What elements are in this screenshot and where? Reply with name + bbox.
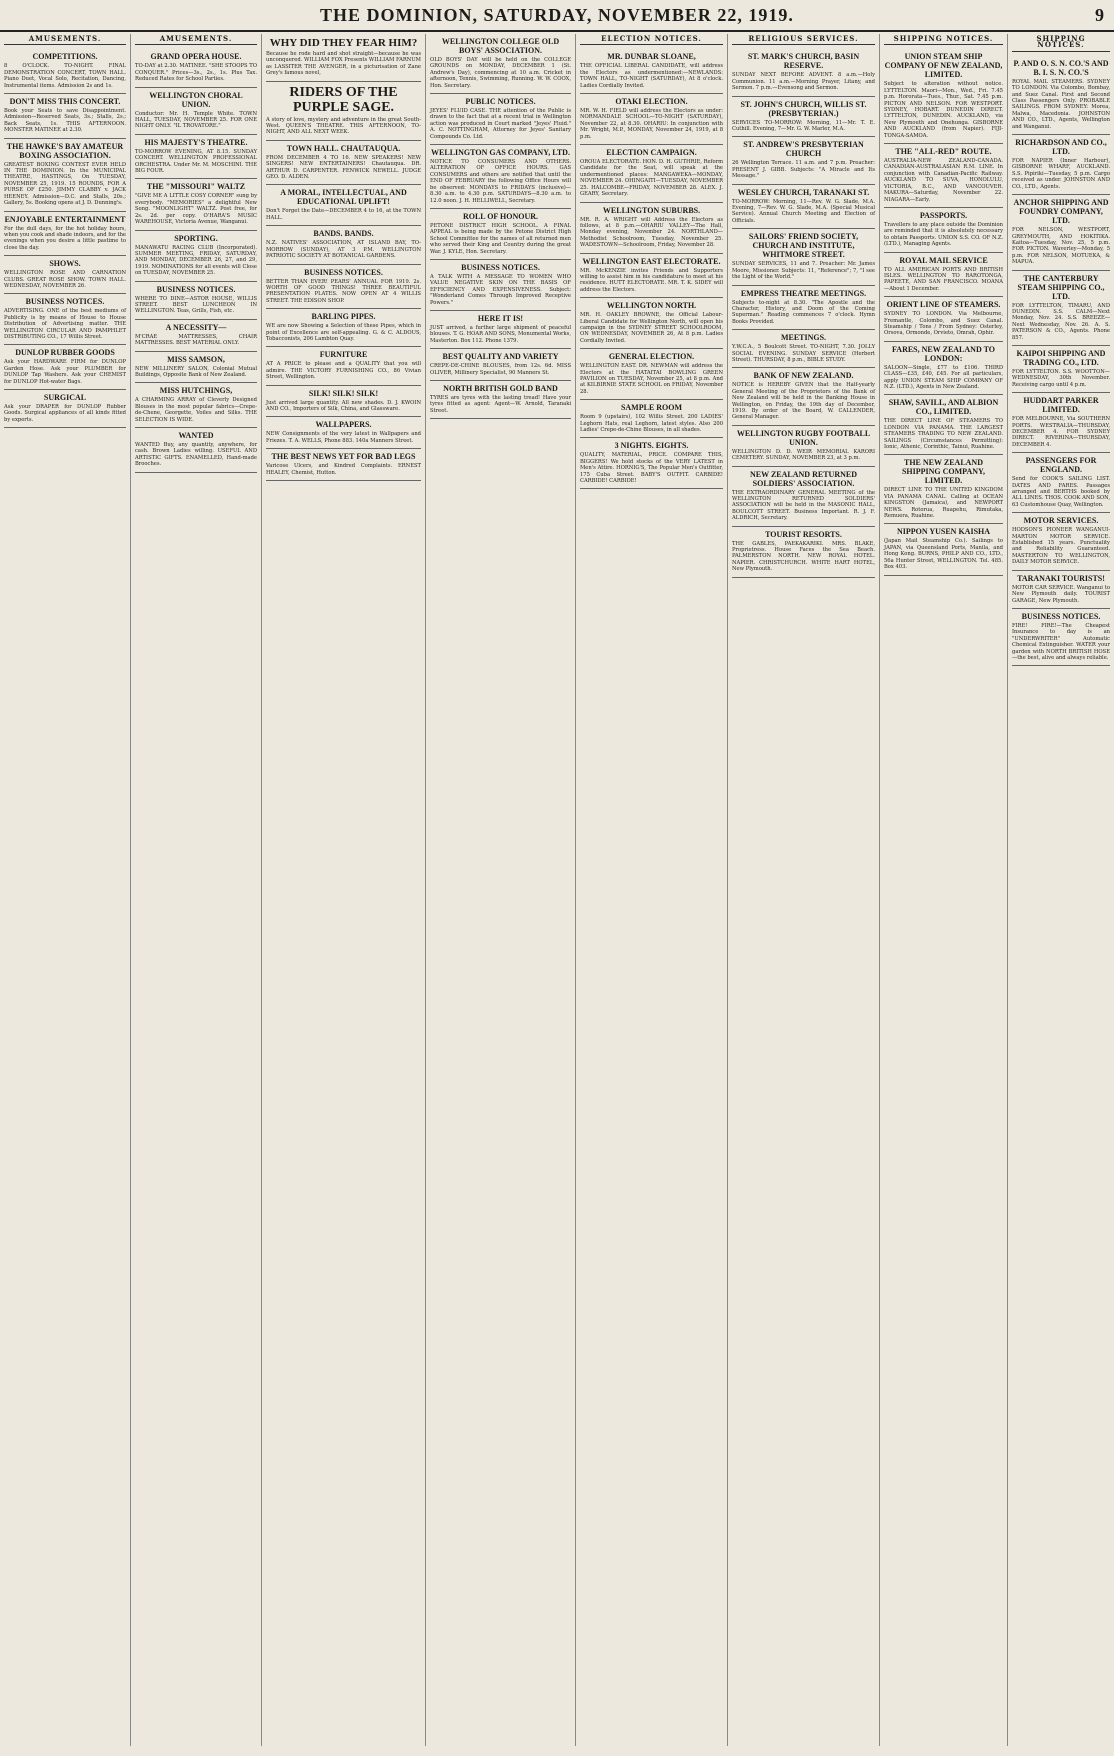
ad-body: ROYAL MAIL STEAMERS. SYDNEY TO LONDON. Via Colombo, Bombay, and Suez Canal. First and Second Class Passengers Only. PROBABLE SAILINGS. FROM SYDNEY: Morea, Malwa, Macedonia. JOHNSTON AND CO., LTD., Agents, Wellington and Wanganui. [1012, 78, 1110, 130]
ad-headline: WALLPAPERS. [315, 420, 372, 430]
ad-body: JEYES' FLUID CASE. THE attention of the Public is drawn to the fact that at a recent trial in Wellington action was produced in Court marked "Jeyes' Fluid." A. C. NOTTINGHAM, Attorney for Jeyes' Sanitary Compounds Co. Ltd. [430, 108, 571, 140]
ad-body: Ask your DRAPER for DUNLOP Rubber Goods. Surgical appliances of all kinds fitted by experts. [4, 404, 126, 423]
ad-body: Room 9 (upstairs), 102 Willis Street. 200 LADIES' Leghorn Hats, real Leghorn, latest styles. Also 200 Ladies' Crepe-de-Chine Blouses, in all shades. [580, 414, 723, 434]
ad-body: Book your Seats to save Disappointment. Admission—Reserved Seats, 3s.; Stalls, 2s.; Back Seats, 1s. THIS AFTERNOON. MONSTER MATINEE at 2.30. [4, 108, 126, 134]
ad-body: THE DIRECT LINE OF STEAMERS TO LONDON VIA PANAMA. THE LARGEST STEAMERS TRADING TO NEW ZEALAND. SAILINGS (Circumstances Permitting): Ionic, Athenic, Corinthic, Tainui, Ruahine. [884, 418, 1003, 451]
ad-headline: THE "MISSOURI" WALTZ [146, 182, 246, 192]
advertisement [266, 417, 421, 449]
advertisement [4, 256, 126, 294]
advertisement [884, 208, 1003, 253]
ad-headline: MR. DUNBAR SLOANE, [607, 52, 696, 62]
ad-body: CREPE-DE-CHINE BLOUSES, from 12s. 6d. MISS OLIVER, Millinery Specialist, 90 Manners St. [430, 363, 571, 376]
ad-headline: TARANAKI TOURISTS! [1017, 573, 1105, 583]
advertisement [580, 349, 723, 400]
ad-body: A TALK WITH A MESSAGE TO WOMEN WHO VALUE NEGATIVE SKIN ON THE BASIS OF EFFICIENCY AND EXPENSIVENESS. Subject: "Wonderland Comes Through Improved Receptive Powers." [430, 273, 571, 306]
ad-headline: DUNLOP RUBBER GOODS [15, 348, 115, 358]
column-4 [426, 34, 576, 1746]
advertisement [1012, 135, 1110, 195]
ad-body: Y.W.C.A., 5 Boulcott Street. TO-NIGHT, 7.30. JOLLY SOCIAL EVENING. SUNDAY SERVICE (Herbert Street). THURSDAY, 8 p.m., BIBLE STUDY. [732, 344, 875, 363]
advertisement [266, 141, 421, 186]
advertisement [1012, 571, 1110, 609]
advertisement [430, 349, 571, 381]
ad-headline: BEST QUALITY AND VARIETY [442, 352, 559, 362]
ad-headline: UNION STEAM SHIP COMPANY OF NEW ZEALAND, LIMITED. [884, 52, 1003, 80]
advertisement [884, 395, 1003, 455]
ad-headline: WELLINGTON NORTH. [606, 301, 697, 311]
advertisement [266, 265, 421, 310]
ad-body: FOR NAPIER (Inner Harbour), GISBORNE WHARF, AUCKLAND. S.S. Pipiriki—Tuesday, 5 p.m. Cargo received as under. JOHNSTON AND CO., LTD., Agents. [1012, 158, 1110, 190]
column-heading: SHIPPING NOTICES. [1012, 36, 1110, 52]
ad-body: BETTER THAN EVER! PEARS' ANNUAL FOR 1919. 2s. WORTH OF GOOD THINGS! THREE BEAUTIFUL PRESENTATION PLATES. NOW OPEN AT 4 WILLIS STREET. THE EDISON SHOP. [266, 278, 421, 304]
ad-headline: ST. MARK'S CHURCH, BASIN RESERVE. [747, 52, 860, 71]
ad-body: THE GABLES, PAEKAKARIKI. MRS. BLAKE, Proprietress. House Faces the Sea Beach. PALMERSTON NORTH. NEW ROYAL HOTEL. NAPIER. CHRISTCHURCH. WHITE HART HOTEL, New Plymouth. [732, 540, 875, 573]
ad-headline: COMPETITIONS. [32, 52, 98, 62]
advertisement [580, 298, 723, 349]
column-1 [0, 34, 131, 1746]
advertisement [1012, 393, 1110, 453]
advertisement [1012, 346, 1110, 393]
ad-headline: ST. ANDREW'S PRESBYTERIAN CHURCH [743, 140, 864, 159]
ad-headline: THE BEST NEWS YET FOR BAD LEGS [271, 452, 416, 462]
ad-body: NOTICE is HEREBY GIVEN that the Half-yearly General Meeting of the Proprietors of the Bank of New Zealand will be held in the Banking House in Wellington, on Friday, the 19th day of December, 1919. By order of the Board, W. CALLENDER, General Manager. [732, 382, 875, 421]
advertisement [1012, 513, 1110, 570]
advertisement [4, 139, 126, 212]
advertisement [266, 226, 421, 264]
advertisement [266, 82, 421, 141]
ad-body: MANAWATU RACING CLUB (Incorporated). SUMMER MEETING, FRIDAY, SATURDAY, AND MONDAY, DECEMBER 26, 27, and 29, 1919. NOMINATIONS for all events will Close on TUESDAY, NOVEMBER 25. [135, 244, 257, 277]
ad-headline: P. AND O. S. N. CO.'S AND B. I. S. N. CO.'S [1013, 58, 1109, 77]
advertisement [580, 400, 723, 438]
advertisement [266, 185, 421, 226]
advertisement [580, 94, 723, 145]
ad-headline: MISS SAMSON, [167, 354, 225, 364]
ad-headline: TOURIST RESORTS. [765, 529, 842, 539]
advertisement [430, 260, 571, 311]
ad-body: SUNDAY NEXT BEFORE ADVENT. 8 a.m.—Holy Communion. 11 a.m.—Morning Prayer, Litany, and Sermon. 7 p.m.—Evensong and Sermon. [732, 72, 875, 92]
advertisement [430, 145, 571, 209]
ad-headline: FARES, NEW ZEALAND TO LONDON: [892, 344, 995, 363]
advertisement [430, 94, 571, 145]
ad-body: A CHARMING ARRAY of Cleverly Designed Blouses in the most popular fabrics—Crepe-de-Chene, Georgette, Voiles and Silks. THE SELECTION IS WIDE. [135, 397, 257, 423]
ad-headline: FURNITURE [319, 350, 368, 360]
ad-headline: ROLL OF HONOUR. [462, 211, 539, 221]
advertisement [884, 253, 1003, 298]
ad-headline: BUSINESS NOTICES. [25, 297, 105, 307]
ad-headline: HERE IT IS! [477, 313, 524, 323]
advertisement [580, 145, 723, 202]
ad-body: SERVICES TO-MORROW: Morning, 11—Mr. T. E. Cuthill. Evening, 7—Mr. G. W. Marler, M.A. [732, 119, 875, 133]
ad-body: Varicose Ulcers, and Kindred Complaints. ERNEST HEALEY, Chemist, Hutton. [266, 463, 421, 476]
advertisement [266, 386, 421, 418]
ad-headline: WELLINGTON RUGBY FOOTBALL UNION. [736, 428, 871, 447]
advertisement [732, 368, 875, 425]
ad-body: WELLINGTON D. D. WEIR MEMORIAL KARORI CEMETERY. SUNDAY, NOVEMBER 23, at 3 p.m. [732, 448, 875, 462]
advertisement [732, 467, 875, 527]
ad-headline: BANK OF NEW ZEALAND. [753, 371, 854, 381]
advertisement [135, 428, 257, 473]
advertisement [135, 49, 257, 87]
ad-body: TO-DAY at 2.30. MATINEE. "SHE STOOPS TO CONQUER." Prices—3s., 2s., 1s. Plus Tax. Reduced Rates for School Parties. [135, 63, 257, 83]
ad-body: WELLINGTON ROSE AND CARNATION CLUBS. GREAT ROSE SHOW. TOWN HALL. WEDNESDAY, NOVEMBER 26. [4, 270, 126, 289]
ad-headline: WELLINGTON GAS COMPANY, LTD. [431, 148, 570, 158]
ad-headline: WHY DID THEY FEAR HIM? [269, 37, 418, 49]
ad-headline: THE HAWKE'S BAY AMATEUR BOXING ASSOCIATION. [6, 141, 124, 160]
advertisement [1012, 609, 1110, 666]
ad-body: WHERE TO DINE—ASTOR HOUSE, WILLIS STREET. BEST LUNCHEON IN WELLINGTON. Teas, Grills, Fish, etc. [135, 295, 257, 315]
ad-body: SUNDAY SERVICES, 11 and 7. Preacher: Mr. James Moore, Missioner. Subjects: 11, "Reference"; 7, "I see the Light of the World." [732, 261, 875, 281]
advertisement [4, 212, 126, 257]
column-heading: ELECTION NOTICES. [580, 36, 723, 45]
ad-headline: SHAW, SAVILL, AND ALBION CO., LIMITED. [888, 398, 999, 417]
ad-headline: OTAKI ELECTION. [615, 97, 688, 107]
column-7 [880, 34, 1008, 1746]
ad-body: Travellers to any place outside the Dominion are reminded that it is absolutely necessary to obtain Passports. UNION S.S. CO. OF N.Z. (LTD.), Managing Agents. [884, 221, 1003, 248]
ad-headline: SURGICAL [43, 393, 87, 402]
ad-body: NOTICE TO CONSUMERS AND OTHERS. ALTERATION OF OFFICE HOURS. GAS CONSUMERS and others are notified that until the END OF FEBRUARY the following Office Hours will be observed: MONDAYS to FRIDAYS (inclusive)—8.30 a.m. to 4.30 p.m. SATURDAYS—8.30 a.m. to 12.0 noon. J. H. HELLIWELL, Secretary. [430, 159, 571, 204]
ad-headline: PUBLIC NOTICES. [465, 97, 536, 107]
ad-headline: ENJOYABLE ENTERTAINMENT [4, 214, 126, 224]
column-heading: AMUSEMENTS. [135, 36, 257, 45]
advertisement [580, 203, 723, 254]
ad-headline: WELLINGTON EAST ELECTORATE. [582, 256, 721, 266]
ad-body: Send for COOK'S SAILING LIST. DATES AND FARES. Passages arranged and BERTHS booked by ALL LINES. THOS. COOK AND SON, 63 Customhouse Quay, Wellington. [1012, 476, 1110, 508]
ad-body: 26 Wellington Terrace. 11 a.m. and 7 p.m. Preacher: PRESENT J. GIBB. Subjects: "A Miracle and Its Message." [732, 160, 875, 180]
advertisement [884, 297, 1003, 342]
ad-body: MOTOR CAR SERVICE. Wanganui to New Plymouth daily. TOURIST GARAGE, New Plymouth. [1012, 584, 1110, 604]
advertisement [266, 449, 421, 481]
masthead-title: THE DOMINION, SATURDAY, NOVEMBER 22, 1919. [320, 5, 794, 25]
ad-body: OROUA ELECTORATE. HON. D. H. GUTHRIE, Reform Candidate for the Seat, will speak at the undermentioned places: MANGAWEKA—MONDAY, NOVEMBER 24. OHINGAITI—TUESDAY, NOVEMBER 25. HALCOMBE—FRIDAY, NOVEMBER 28. ALEX. J. GEARY, Secretary. [580, 159, 723, 198]
ad-body: ADVERTISING. ONE of the best mediums of Publicity is by means of House to House Distribution of Advertising matter. THE WELLINGTON CIRCULAR AND PAMPHLET DISTRIBUTING CO., 17 Willis Street. [4, 308, 126, 340]
ad-body: M'CRAE MATTRESSES, CHAIR MATTRESSES. BEST MATERIAL ONLY. [135, 333, 257, 347]
ad-body: NEW Consignments of the very latest in Wallpapers and Friezes. T. A. WELLS, Phone 883. 140a Manners Street. [266, 431, 421, 444]
ad-headline: BUSINESS NOTICES. [1021, 611, 1101, 621]
advertisement [732, 49, 875, 96]
ad-body: AT A PRICE to please and a QUALITY that you will admire. THE VICTORY FURNISHING CO., 86 Vivian Street, Wellington. [266, 361, 421, 381]
advertisement [135, 88, 257, 135]
ad-body: NEW MILLINERY SALON, Colonial Mutual Buildings, Opposite Bank of New Zealand. [135, 365, 257, 378]
advertisement [135, 231, 257, 282]
ad-body: JUST arrived, a further large shipment of peaceful blouses. T. G. HOAR AND SONS, Monumental Works, Masterton. Box 112. Phone 1379. [430, 324, 571, 344]
advertisement [4, 94, 126, 139]
ad-headline: MOTOR SERVICES. [1023, 516, 1099, 526]
ad-headline: ST. JOHN'S CHURCH, WILLIS ST. (PRESBYTERIAN.) [740, 99, 867, 118]
ad-body: TO-MORROW EVENING, AT 8.15. SUNDAY CONCERT. WELLINGTON PROFESSIONAL ORCHESTRA. Under Mr. M. MOSCHINI. THE BIG FOUR. [135, 148, 257, 175]
ad-headline: PASSPORTS. [919, 210, 968, 220]
ad-headline: KAIPOI SHIPPING AND TRADING CO., LTD. [1016, 348, 1106, 367]
column-2 [131, 34, 262, 1746]
advertisement [580, 49, 723, 94]
advertisement [135, 135, 257, 180]
advertisement [430, 34, 571, 94]
ad-headline: SHOWS. [49, 259, 81, 269]
ad-body: WELLINGTON EAST. DR. NEWMAN will address the Electors at the HATAITAI BOWLING GREEN PAVILION on TUESDAY, November 25, at 8 p.m. And at KILBIRNIE STATE SCHOOL on FRIDAY, November 28. [580, 363, 723, 395]
ad-body: THE EXTRAORDINARY GENERAL MEETING of the WELLINGTON RETURNED SOLDIERS' ASSOCIATION will be held in the MASONIC HALL, BOULCOTT STREET. Business Important. R. J. F. ALDRICH, Secretary. [732, 489, 875, 522]
ad-headline: HIS MAJESTY'S THEATRE. [144, 137, 248, 147]
ad-headline: RIDERS OF THE PURPLE SAGE. [289, 84, 398, 115]
advertisement [430, 311, 571, 349]
ad-body: FOR LYTTELTON. S.S. WOOTTON—WEDNESDAY, 30th November. Receiving cargo until 4 p.m. [1012, 368, 1110, 388]
ad-headline: 3 NIGHTS. EIGHTS. [614, 441, 689, 451]
ad-headline: WELLINGTON SUBURBS. [602, 205, 701, 215]
ad-headline: BUSINESS NOTICES. [304, 267, 383, 277]
ad-body: FIRE! FIRE!—The Cheapest Insurance to day is an "UNDERWRITER" Automatic Chemical Extinguisher. WATER your garden with NORTH BRITISH HOSE—the best, alive and always reliable. [1012, 622, 1110, 661]
ad-body: FROM DECEMBER 4 TO 16. NEW SPEAKERS! NEW SINGERS! NEW ENTERTAINERS! Chautauqua. DR. ARTHUR D. CARPENTER. FENWICK NEWELL. JUDGE GEO. D. ALDEN. [266, 154, 421, 181]
ad-headline: GENERAL ELECTION. [608, 352, 695, 362]
advertisement [732, 426, 875, 467]
ad-headline: SPORTING. [174, 233, 218, 243]
ad-body: WANTED Buy, any quantity, anywhere, for cash. Brown Ladies willing. USEFUL AND ARTISTIC GIFTS. ENAMELLED, Hand-made Brooches. [135, 442, 257, 468]
ad-body: Just arrived large quantity. All new shades. D. J. KWOIN AND CO., Importers of Silk, China, and Glassware. [266, 399, 421, 412]
advertisement [430, 209, 571, 260]
ad-body: QUALITY, MATERIAL, PRICE. COMPARE THIS, BIGGERS! We hold stocks of the VERY LATEST in Men's Attire. HORNIG'S, The Popular Men's Outfitter, 175 Cuba Street. BABY'S OUTFIT. CARBIDE! CARBIDE! CARBIDE! [580, 452, 723, 485]
ad-body: For the dull days, for the hot holiday hours, when you cook and shade indoors, and for the evenings when you desire a little pastime to close the day. [4, 225, 126, 251]
ad-headline: NIPPON YUSEN KAISHA [896, 527, 991, 537]
ad-headline: WELLINGTON CHORAL UNION. [149, 90, 243, 109]
ad-body: HODSON'S PIONEER WANGANUI-MARTON MOTOR SERVICE. Established 15 years. Punctuality and Reliability Guaranteed. MASTERTON TO WELLINGTON, DAILY MOTOR SERVICE. [1012, 527, 1110, 566]
ad-body: WE are now Showing a Selection of these Pipes, which in point of Excellence are self-appealing. G. & C. ALDOUS, Tobacconists, 206 Lambton Quay. [266, 323, 421, 342]
ad-headline: THE NEW ZEALAND SHIPPING COMPANY, LIMITED. [901, 458, 986, 486]
advertisement [884, 144, 1003, 208]
advertisement [4, 49, 126, 94]
ad-body: 8 O'CLOCK. TO-NIGHT. FINAL DEMONSTRATION CONCERT, TOWN HALL. Piano Duet, Vocal Solo, Recitation, Dancing, Instrumental items. Admission 2s and 1s. [4, 63, 126, 89]
advertisement [884, 524, 1003, 575]
advertisement [4, 345, 126, 390]
ad-body: FOR MELBOURNE, Via SOUTHERN PORTS. WESTRALIA—THURSDAY, DECEMBER 4. FOR SYDNEY DIRECT. RIVERINA—THURSDAY, DECEMBER 4. [1012, 416, 1110, 448]
advertisement [580, 438, 723, 489]
ad-headline: TOWN HALL. CHAUTAUQUA. [286, 143, 401, 153]
advertisement [884, 49, 1003, 144]
ad-headline: WESLEY CHURCH, TARANAKI ST. [737, 187, 870, 197]
ad-body: THE OFFICIAL LIBERAL CANDIDATE, will address the Electors as undermentioned:—NEWLANDS: TOWN HALL, TO-NIGHT (SATURDAY), At 8 o'clock. Ladies Cordially Invited. [580, 63, 723, 89]
ad-headline: RICHARDSON AND CO., LTD. [1015, 138, 1107, 157]
ad-body: Don't Forget the Date—DECEMBER 4 to 16, at the TOWN HALL. [266, 208, 421, 221]
advertisement [732, 137, 875, 184]
ad-body: Ask your HARDWARE FIRM for DUNLOP Garden Hose. Ask your PLUMBER for DUNLOP Tap Washers. Ask your CHEMIST for DUNLOP Hot-water Bags. [4, 359, 126, 385]
advertisement [732, 527, 875, 578]
ad-headline: BARLING PIPES. [311, 312, 376, 322]
ad-body: SALOON—Single, £77 to £106. THIRD CLASS—£35, £40, £45. For all particulars, apply UNION STEAM SHIP COMPANY OF N.Z. (LTD.), Agents in New Zealand. [884, 364, 1003, 390]
ad-body: TO ALL AMERICAN PORTS AND BRITISH ISLES. WELLINGTON TO RAROTONGA, PAPEETE, AND SAN FRANCISCO. MOANA—About 1 December. [884, 266, 1003, 292]
page-number: 9 [1095, 5, 1104, 25]
advertisement [135, 320, 257, 352]
ad-body: (Japan Mail Steamship Co.). Sailings to JAPAN, via Queensland Ports, Manila, and Hong Kong. BURNS, PHILP AND CO., LTD., 56a Hunter Street, WELLINGTON. Tel. 485. Box 403. [884, 538, 1003, 571]
ad-body: GREATEST BOXING CONTEST EVER HELD IN THE DOMINION. In the MUNICIPAL THEATRE, HASTINGS, On TUESDAY, NOVEMBER 25, 1919. 15 ROUNDS, FOR A PURSE OF £250. JIMMY CLABBY v. JACK HEENEY. Admission—D.C. and Stalls, 20s.; Gallery, 5s. Booking opens at J. D. Dunning's. [4, 161, 126, 207]
ad-headline: WANTED [178, 431, 214, 440]
ad-body: TYRES are tyres with the lasting tread! Have your tyres fitted as agent: Agent—W. Arnold, Taranaki Street. [430, 395, 571, 414]
ad-headline: ELECTION CAMPAIGN. [606, 148, 697, 158]
ad-body: PETONE DISTRICT HIGH SCHOOL. A FINAL APPEAL is being made by the Petone District High School Committee for the names of all returned men who served their King and Country during the great War. J. KYLE, Hon. Secretary. [430, 222, 571, 255]
ad-headline: SILK! SILK! SILK! [308, 388, 379, 398]
ad-body: MR. H. OAKLEY BROWNE, the Official Labour-Liberal Candidate for Wellington North, will open his campaign in the SYDNEY STREET SCHOOLROOM, ON WEDNESDAY, NOVEMBER 26, At 8 p.m. Ladies Cordially Invited. [580, 312, 723, 344]
advertisement [732, 97, 875, 138]
column-5 [576, 34, 728, 1746]
column-3 [262, 34, 426, 1746]
advertisement [430, 381, 571, 419]
ad-body: DIRECT LINE TO THE UNITED KINGDOM VIA PANAMA CANAL. Calling at OCEAN KINGSTON (Jamaica), and NEWPORT NEWS. Rotorua, Ruapehu, Rimutaka, Remuera, Ruahine. [884, 487, 1003, 520]
ad-body: MR. W. H. FIELD will address the Electors as under: NORMANDALE SCHOOL—TO-NIGHT (SATURDAY), November 22, at 8.30. OHARIU: In conjunction with Mr. Wright, M.P., MONDAY, November 24, 1919, at 8 p.m. [580, 108, 723, 140]
ad-headline: ROYAL MAIL SERVICE [899, 255, 988, 265]
ad-headline: WELLINGTON COLLEGE OLD BOYS' ASSOCIATION. [441, 37, 560, 55]
ad-body: N.Z. NATIVES' ASSOCIATION, AT ISLAND BAY, TO-MORROW (SUNDAY), AT 3 P.M. WELLINGTON PATRIOTIC SOCIETY AT BOTANICAL GARDENS. [266, 240, 421, 260]
advertisement [1012, 56, 1110, 135]
column-heading: AMUSEMENTS. [4, 36, 126, 45]
ad-headline: A NECESSITY— [165, 322, 227, 332]
ad-headline: BUSINESS NOTICES. [461, 262, 540, 272]
advertisement [884, 342, 1003, 396]
ad-headline: NORTH BRITISH GOLD BAND [443, 384, 558, 393]
ad-body: Conductor: Mr. H. Temple White. TOWN HALL, TUESDAY, NOVEMBER 25. FOR ONE NIGHT ONLY. "IL TROVATORE." [135, 110, 257, 130]
ad-body: SYDNEY TO LONDON. Via Melbourne, Fremantle, Colombo, and Suez Canal. Steamship / Tons / From Sydney: Osterley, Orsova, Ormonde, Orvieto, Omrah, Ophir. [884, 311, 1003, 337]
masthead [0, 0, 1114, 32]
column-heading: SHIPPING NOTICES. [884, 36, 1003, 45]
ad-headline: SAMPLE ROOM [620, 403, 683, 413]
advertisement [732, 185, 875, 230]
ad-body: FOR NELSON, WESTPORT, GREYMOUTH, AND HOKITIKA. Kaitoa—Tuesday, Nov. 25, 5 p.m. FOR PICTON. Waverley—Monday, 5 p.m. FOR NELSON, MOTUEKA, & MAPUA. [1012, 227, 1110, 266]
advertisement [266, 309, 421, 347]
advertisement [266, 34, 421, 82]
ad-headline: A MORAL, INTELLECTUAL, AND EDUCATIONAL UPLIFT! [280, 188, 407, 207]
ad-body: Subjects to-night at 8.30. "The Apostle and the Character, History, and Doom of the Coming Superman." Reading commences 7 o'clock. Hymn Books Provided. [732, 299, 875, 325]
advertisement [4, 390, 126, 428]
ad-headline: ANCHOR SHIPPING AND FOUNDRY COMPANY, LTD. [1013, 198, 1109, 226]
advertisement [266, 347, 421, 385]
advertisement [135, 352, 257, 384]
ad-headline: MEETINGS. [780, 333, 827, 343]
ad-headline: PASSENGERS FOR ENGLAND. [1025, 456, 1097, 475]
ad-body: Because he rode hard and shot straight—because he was unconquered. WILLIAM FOX Presents WILLIAM FARNUM as LASSITER THE AVENGER, in a picturisation of Zane Grey's famous novel, [266, 51, 421, 77]
ad-body: A story of love, mystery and adventure in the great South-West. QUEEN'S THEATRE. THIS AFTERNOON, TO-NIGHT, AND ALL NEXT WEEK. [266, 116, 421, 136]
advertisement [1012, 453, 1110, 513]
ad-headline: ORIENT LINE OF STEAMERS. [886, 300, 1001, 310]
ad-body: FOR LYTTELTON, TIMARU, AND DUNEDIN. S.S. CALM—Next Monday, Nov. 24. S.S. BREEZE—Next Wednesday, Nov. 26. A. S. PATERSON & CO., Agents. Phone 857. [1012, 302, 1110, 341]
ad-body: "GIVE ME A LITTLE COSY CORNER" sung by everybody. "MEMORIES" a delightful New Song. "MOONLIGHT" WALTZ. Post free, for 2s. 2d. per copy. O'HARA'S MUSIC WAREHOUSE, Victoria Avenue, Wanganui. [135, 193, 257, 226]
advertisement [1012, 271, 1110, 346]
ad-headline: THE "ALL-RED" ROUTE. [895, 147, 992, 157]
ad-body: MR. McKENZIE invites Friends and Supporters willing to assist him in his candidature to meet at his residence. HUTT ELECTORATE. MR. T. K. SIDEY will address the Electors. [580, 267, 723, 293]
advertisement [580, 254, 723, 299]
ad-headline: EMPRESS THEATRE MEETINGS. [740, 288, 867, 298]
advertisement [1012, 195, 1110, 270]
advertisement [884, 455, 1003, 524]
ad-body: MR. R. A. WRIGHT will Address the Electors as follows, at 8 p.m.—OHARIU VALLEY—The Hall, Monday evening, November 24. NORTHLAND—Methodist Schoolroom, Tuesday, November 25. WADESTOWN—Schoolroom, Friday, November 28. [580, 216, 723, 249]
advertisement [732, 330, 875, 368]
ad-headline: DON'T MISS THIS CONCERT. [9, 97, 121, 107]
ad-headline: MISS HUTCHINGS, [159, 386, 233, 396]
advertisement [135, 179, 257, 230]
advertisement [135, 282, 257, 320]
column-8 [1008, 34, 1114, 1746]
ad-headline: THE CANTERBURY STEAM SHIPPING CO., LTD. [1017, 273, 1105, 301]
ad-body: Subject to alteration without notice. LYTTELTON. Maori—Mon., Wed., Fri. 7.45 p.m. Hororata—Tues., Thur., Sat. 7.45 p.m. PICTON AND NELSON. FOR WESTPORT. SYDNEY, HOBART. DUNEDIN DIRECT. LYTTELTON, DUNEDIN. AUCKLAND, via New Plymouth and Onehunga. GISBORNE AND AUCKLAND (from Napier). FIJI-TONGA-SAMOA. [884, 81, 1003, 139]
ad-headline: GRAND OPERA HOUSE. [150, 52, 242, 62]
column-heading: RELIGIOUS SERVICES. [732, 36, 875, 45]
advertisement [4, 294, 126, 345]
column-6 [728, 34, 880, 1746]
ad-body: OLD BOYS' DAY will be held on the COLLEGE GROUNDS on MONDAY, DECEMBER 1 (St. Andrew's Day), commencing at 10 a.m. Cricket in afternoon, Tennis, Swimming, Running. W. W. COOX, Hon. Secretary. [430, 57, 571, 89]
ad-headline: NEW ZEALAND RETURNED SOLDIERS' ASSOCIATION. [750, 469, 857, 488]
advertisement [732, 229, 875, 285]
ad-headline: SAILORS' FRIEND SOCIETY, CHURCH AND INSTITUTE, WHITMORE STREET. [748, 232, 859, 260]
ad-headline: BUSINESS NOTICES. [156, 284, 236, 294]
advertisement [732, 286, 875, 331]
ad-body: AUSTRALIA-NEW ZEALAND-CANADA. CANADIAN-AUSTRALASIAN R.M. LINE. In conjunction with Canadian-Pacific Railway. AUCKLAND TO SUVA, HONOLULU, VICTORIA, B.C., AND VANCOUVER. MAKURA—Saturday, November 22. NIAGARA—Early. [884, 158, 1003, 203]
ad-headline: BANDS. BANDS. [313, 229, 374, 239]
ad-body: TO-MORROW: Morning, 11—Rev. W. G. Slade, M.A. Evening, 7—Rev. W. G. Slade, M.A. (Special Musical Service). Annual Church Meeting and Election of Officials. [732, 198, 875, 224]
advertisement [135, 383, 257, 428]
ad-headline: HUDDART PARKER LIMITED. [1023, 396, 1099, 415]
